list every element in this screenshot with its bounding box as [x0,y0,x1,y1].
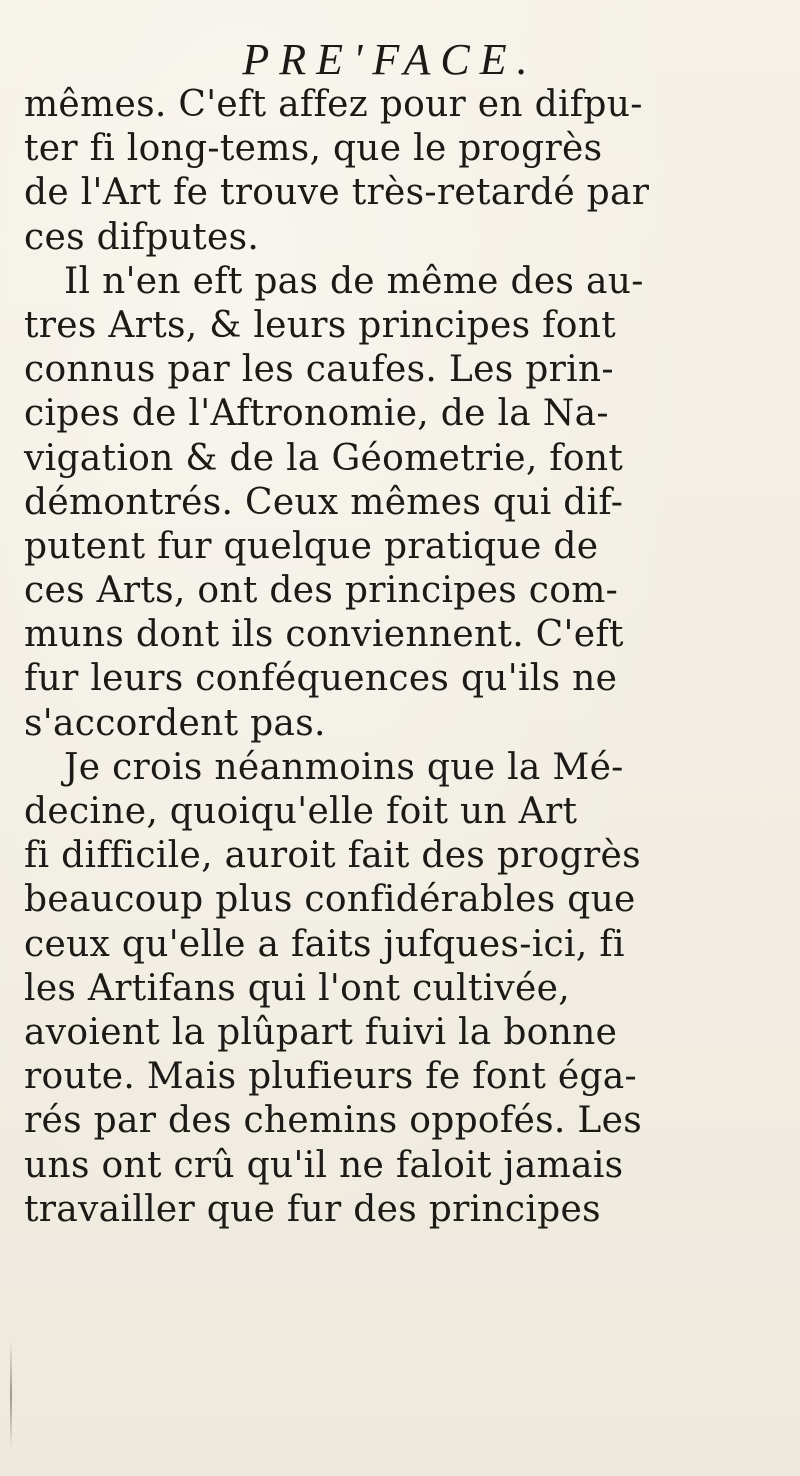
text-line: beaucoup plus confidérables que [24,879,636,921]
text-line: route. Mais plufieurs fe font éga- [24,1056,638,1098]
body-text [24,83,784,1232]
text-line: vigation & de la Géometrie, font [24,437,624,479]
text-line: avoient la plûpart fuivi la bonne [24,1011,618,1053]
text-line: uns ont crû qu'il ne faloit jamais [24,1144,624,1186]
paragraph-start-line: Je crois néanmoins que la Mé- [64,746,624,788]
text-line: tres Arts, & leurs principes font [24,304,616,346]
text-line: ces Arts, ont des principes com- [24,570,619,612]
text-line: fur leurs conféquences qu'ils ne [24,658,618,700]
text-line: de l'Art fe trouve très-retardé par [24,172,650,214]
text-line: ceux qu'elle a faits jufques-ici, fi [24,923,625,965]
text-line: les Artifans qui l'ont cultivée, [24,967,571,1009]
running-title: PRE'FACE. [242,35,538,84]
text-line: démontrés. Ceux mêmes qui dif- [24,481,624,523]
text-line: cipes de l'Aftronomie, de la Na- [24,393,609,435]
page-edge-shadow [10,1340,12,1450]
text-line: muns dont ils conviennent. C'eft [24,614,624,656]
text-line: rés par des chemins oppofés. Les [24,1100,642,1142]
text-line: s'accordent pas. [24,702,326,744]
text-line: connus par les caufes. Les prin- [24,349,614,391]
paragraph-start-line: Il n'en eft pas de même des au- [64,260,644,302]
text-line: ces difputes. [24,216,260,258]
text-line: putent fur quelque pratique de [24,525,599,567]
text-line: fi difficile, auroit fait des progrès [24,835,641,877]
text-line: mêmes. C'eft affez pour en difpu- [24,84,643,125]
text-line: travailler que fur des principes [24,1188,601,1230]
text-line: ter fi long-tems, que le progrès [24,128,603,170]
text-line: decine, quoiqu'elle foit un Art [24,791,578,832]
